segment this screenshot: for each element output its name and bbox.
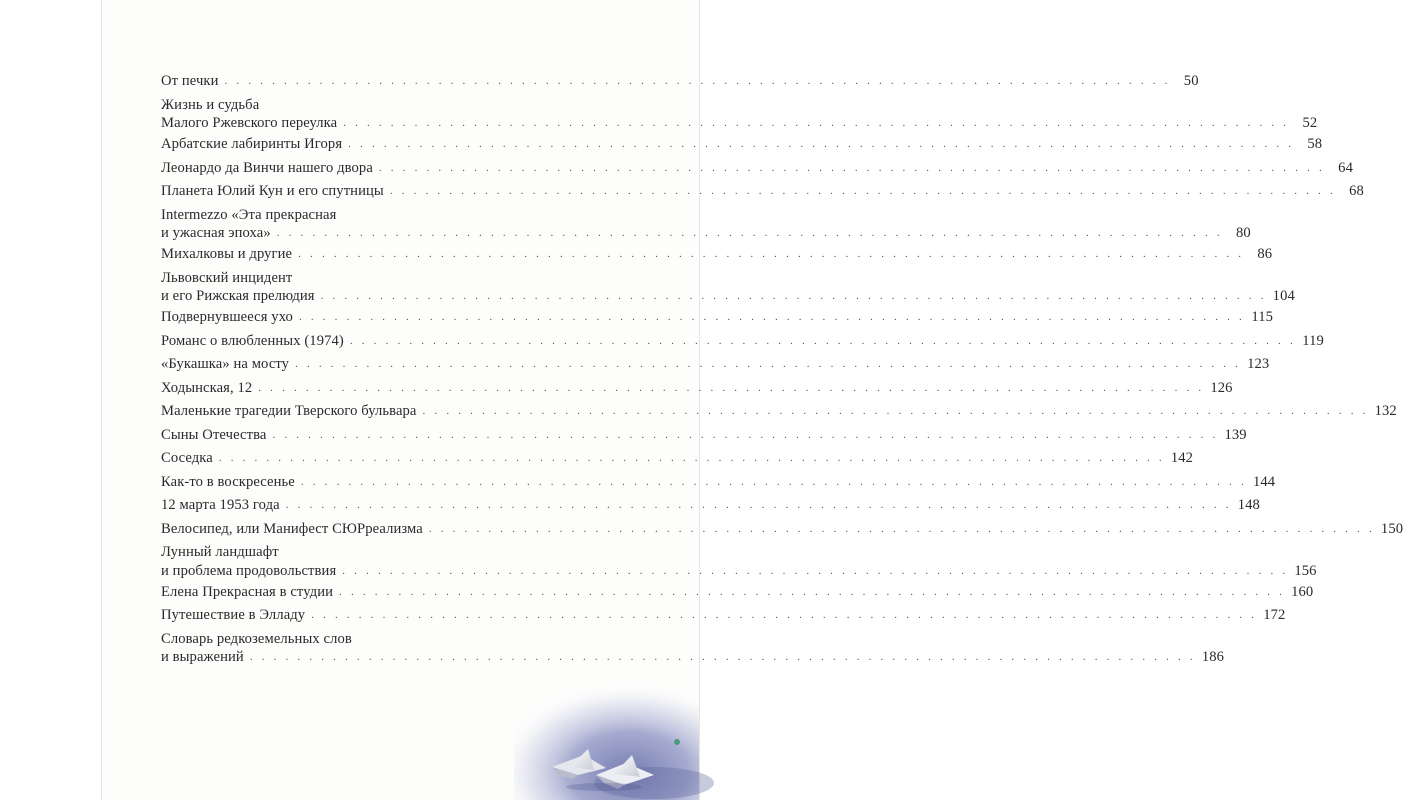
toc-page-number: 80 [1236, 225, 1251, 241]
dot-leader: . . . . . . . . . . . . . . . . . . . . . . . . . . . . . . . . . . . . . . . . . . . . . . . . . . . . . . . . . . . . . . . . . . . . . . . . . . . . . . . . [218, 452, 1165, 464]
toc-title: Как-то в воскресенье [161, 473, 295, 490]
dot-leader: . . . . . . . . . . . . . . . . . . . . . . . . . . . . . . . . . . . . . . . . . . . . . . . . . . . . . . . . . . . . . . . . . . . . . . . . . . . . . . . . [378, 161, 1325, 174]
toc-line [161, 286, 1295, 306]
dot-leader: . . . . . . . . . . . . . . . . . . . . . . . . . . . . . . . . . . . . . . . . . . . . . . . . . . . . . . . . . . . . . . . . . . . . . . . . . . . . . . . . [249, 651, 1196, 663]
toc-line [161, 180, 1364, 204]
toc-line [161, 647, 1225, 667]
toc-entry [161, 330, 1324, 354]
dot-leader: . . . . . . . . . . . . . . . . . . . . . . . . . . . . . . . . . . . . . . . . . . . . . . . . . . . . . . . . . . . . . . . . . . . . . . . . . . . . . . . . [298, 311, 1246, 323]
dot-leader: . . . . . . . . . . . . . . . . . . . . . . . . . . . . . . . . . . . . . . . . . . . . . . . . . . . . . . . . . . . . . . . . . . . . . . . . . . . . . . . . [349, 334, 1296, 347]
dot-leader: . . . . . . . . . . . . . . . . . . . . . . . . . . . . . . . . . . . . . . . . . . . . . . . . . . . . . . . . . . . . . . . . . . . . . . . . . . . . . . . . [298, 248, 1245, 260]
toc-line [161, 581, 1314, 605]
toc-title: Лунный ландшафт [161, 544, 279, 560]
dot-leader: . . . . . . . . . . . . . . . . . . . . . . . . . . . . . . . . . . . . . . . . . . . . . . . . . . . . . . . . . . . . . . . . . . . . . . . . . . . . . . . . [300, 475, 1247, 488]
toc-line [161, 544, 620, 561]
dot-leader: . . . . . . . . . . . . . . . . . . . . . . . . . . . . . . . . . . . . . . . . . . . . . . . . . . . . . . . . . . . . . . . . . . . . . . . . . . . . . . . . [258, 381, 1205, 394]
dot-leader: . . . . . . . . . . . . . . . . . . . . . . . . . . . . . . . . . . . . . . . . . . . . . . . . . . . . . . . . . . . . . . . . . . . . . . . . . . . . . . . . [339, 585, 1286, 598]
toc-page-number: 68 [1349, 183, 1364, 199]
toc-title: и проблема продовольствия [161, 562, 337, 579]
toc-entry [161, 70, 1199, 94]
toc-line [161, 471, 1276, 495]
toc-entry [161, 353, 1270, 377]
toc-title: Путешествие в Элладу [161, 607, 306, 623]
dot-leader: . . . . . . . . . . . . . . . . . . . . . . . . . . . . . . . . . . . . . . . . . . . . . . . . . . . . . . . . . . . . . . . . . . . . . . . . . . . . . . . . [343, 117, 1290, 129]
toc-entry [161, 471, 1276, 495]
toc-line [161, 561, 1317, 581]
toc-title: Романс о влюбленных (1974) [161, 332, 344, 349]
toc-page-number: 52 [1302, 115, 1318, 131]
toc-page-number: 123 [1247, 356, 1270, 372]
toc-entry [161, 424, 1247, 448]
toc-title: «Букашка» на мосту [161, 356, 290, 372]
toc-title: От печки [161, 73, 219, 89]
toc-entry [161, 180, 1364, 204]
toc-title: 12 марта 1953 года [161, 497, 280, 513]
toc-line [161, 113, 1318, 133]
toc-line [161, 70, 1199, 94]
toc-line [161, 377, 1233, 401]
toc-page-number: 150 [1380, 520, 1403, 537]
toc-title: Подвернувшееся ухо [161, 309, 293, 325]
toc-page-number: 139 [1224, 426, 1247, 443]
dot-leader: . . . . . . . . . . . . . . . . . . . . . . . . . . . . . . . . . . . . . . . . . . . . . . . . . . . . . . . . . . . . . . . . . . . . . . . . . . . . . . . . [272, 428, 1219, 441]
toc-line [161, 243, 1273, 267]
toc-title: Маленькие трагедии Тверского бульвара [161, 403, 417, 419]
toc-line [161, 447, 1194, 471]
toc-page-number: 64 [1338, 159, 1353, 176]
toc-line [161, 518, 1403, 542]
toc-entry [161, 133, 1323, 157]
toc-entry [161, 306, 1274, 330]
toc-entry [161, 243, 1273, 267]
toc-title: Львовский инцидент [161, 269, 293, 286]
toc-title: Жизнь и судьба [161, 96, 260, 113]
toc-entry [161, 604, 1286, 628]
table-of-contents [161, 70, 1403, 667]
toc-entry [161, 157, 1353, 181]
dot-leader: . . . . . . . . . . . . . . . . . . . . . . . . . . . . . . . . . . . . . . . . . . . . . . . . . . . . . . . . . . . . . . . . . . . . . . . . . . . . . . . . [295, 358, 1242, 370]
toc-line [161, 631, 620, 648]
toc-page-number: 126 [1210, 379, 1233, 396]
toc-title: Малого Ржевского переулка [161, 115, 338, 131]
toc-entry [161, 447, 1194, 471]
dot-leader: . . . . . . . . . . . . . . . . . . . . . . . . . . . . . . . . . . . . . . . . . . . . . . . . . . . . . . . . . . . . . . . . . . . . . . . . . . . . . . . . [342, 564, 1289, 577]
toc-line [161, 223, 1251, 243]
toc-line [161, 207, 620, 224]
toc-entry [161, 494, 1260, 518]
toc-line [161, 330, 1324, 354]
toc-title: и ужасная эпоха» [161, 225, 271, 241]
dot-leader: . . . . . . . . . . . . . . . . . . . . . . . . . . . . . . . . . . . . . . . . . . . . . . . . . . . . . . . . . . . . . . . . . . . . . . . . . . . . . . . . [428, 522, 1375, 535]
toc-title: Сыны Отечества [161, 426, 267, 443]
toc-page-number: 144 [1252, 473, 1276, 490]
book-page [101, 0, 1403, 800]
toc-line [161, 306, 1274, 330]
toc-page-number: 119 [1302, 332, 1324, 349]
dot-leader: . . . . . . . . . . . . . . . . . . . . . . . . . . . . . . . . . . . . . . . . . . . . . . . . . . . . . . . . . . . . . . . . . . . . . . . . . . . . . . . . [422, 405, 1369, 417]
toc-page-number: 115 [1251, 309, 1274, 325]
toc-page-number: 142 [1170, 450, 1194, 466]
toc-entry [161, 581, 1314, 605]
toc-title: Словарь редкоземельных слов [161, 630, 352, 647]
toc-title: Intermezzo «Эта прекрасная [161, 206, 337, 223]
toc-entry [161, 544, 1317, 581]
dot-leader: . . . . . . . . . . . . . . . . . . . . . . . . . . . . . . . . . . . . . . . . . . . . . . . . . . . . . . . . . . . . . . . . . . . . . . . . . . . . . . . . [348, 138, 1295, 150]
toc-title: Елена Прекрасная в студии [161, 583, 334, 600]
toc-page-number: 160 [1291, 583, 1314, 600]
toc-page-number: 148 [1237, 497, 1260, 513]
toc-entry [161, 269, 1295, 307]
toc-line [161, 400, 1397, 424]
dot-leader: . . . . . . . . . . . . . . . . . . . . . . . . . . . . . . . . . . . . . . . . . . . . . . . . . . . . . . . . . . . . . . . . . . . . . . . . . . . . . . . . [224, 75, 1171, 87]
toc-page-number: 50 [1183, 73, 1199, 89]
green-dot [674, 739, 680, 745]
toc-title: Соседка [161, 450, 213, 466]
dot-leader: . . . . . . . . . . . . . . . . . . . . . . . . . . . . . . . . . . . . . . . . . . . . . . . . . . . . . . . . . . . . . . . . . . . . . . . . . . . . . . . . [276, 227, 1223, 239]
toc-entry [161, 206, 1251, 244]
dot-leader: . . . . . . . . . . . . . . . . . . . . . . . . . . . . . . . . . . . . . . . . . . . . . . . . . . . . . . . . . . . . . . . . . . . . . . . . . . . . . . . . [285, 499, 1232, 511]
toc-page-number: 156 [1294, 562, 1317, 579]
toc-entry [161, 400, 1397, 424]
dot-leader: . . . . . . . . . . . . . . . . . . . . . . . . . . . . . . . . . . . . . . . . . . . . . . . . . . . . . . . . . . . . . . . . . . . . . . . . . . . . . . . . [389, 185, 1336, 197]
toc-page-number: 172 [1263, 607, 1286, 623]
dot-leader: . . . . . . . . . . . . . . . . . . . . . . . . . . . . . . . . . . . . . . . . . . . . . . . . . . . . . . . . . . . . . . . . . . . . . . . . . . . . . . . . [311, 609, 1258, 621]
toc-title: Планета Юлий Кун и его спутницы [161, 183, 384, 199]
toc-page-number: 86 [1257, 246, 1273, 262]
toc-page-number: 186 [1201, 649, 1225, 665]
toc-title: Ходынская, 12 [161, 379, 253, 396]
toc-title: Михалковы и другие [161, 246, 293, 262]
toc-line [161, 494, 1260, 518]
paper-boats-illustration [514, 675, 699, 800]
toc-line [161, 353, 1270, 377]
toc-line [161, 133, 1323, 157]
toc-title: Арбатские лабиринты Игоря [161, 136, 343, 152]
toc-title: и его Рижская прелюдия [161, 288, 315, 304]
toc-entry [161, 630, 1225, 668]
toc-line [161, 270, 620, 287]
toc-line [161, 424, 1247, 448]
toc-title: и выражений [161, 649, 244, 665]
toc-page-number: 132 [1374, 403, 1397, 419]
toc-entry [161, 96, 1318, 134]
toc-line [161, 157, 1353, 181]
toc-line [161, 604, 1286, 628]
dot-leader: . . . . . . . . . . . . . . . . . . . . . . . . . . . . . . . . . . . . . . . . . . . . . . . . . . . . . . . . . . . . . . . . . . . . . . . . . . . . . . . . [320, 290, 1267, 302]
toc-page-number: 58 [1307, 136, 1323, 152]
toc-page-number: 104 [1272, 288, 1295, 304]
toc-title: Велосипед, или Манифест СЮРреализма [161, 520, 423, 537]
toc-line [161, 97, 620, 114]
toc-entry [161, 518, 1403, 542]
toc-title: Леонардо да Винчи нашего двора [161, 159, 373, 176]
toc-entry [161, 377, 1233, 401]
